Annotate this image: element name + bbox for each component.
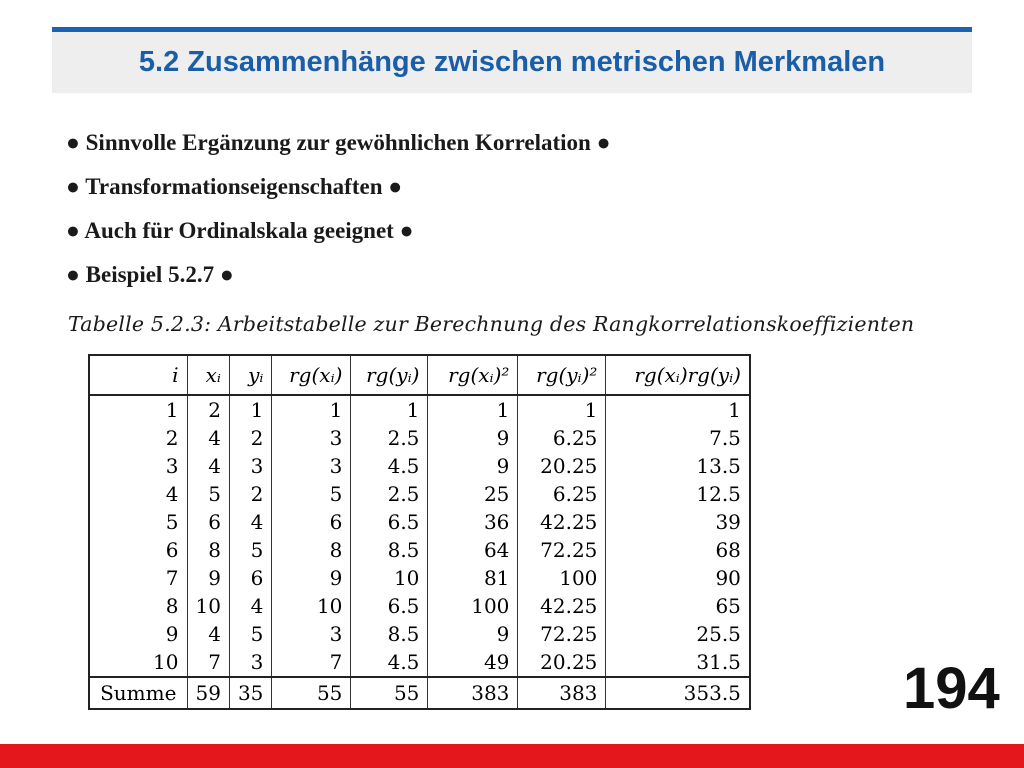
footer-bar xyxy=(0,744,1024,768)
table-cell: 68 xyxy=(606,536,750,564)
table-cell: 25 xyxy=(428,480,518,508)
table-cell: 5 xyxy=(229,620,271,648)
table-body xyxy=(89,395,750,677)
sum-cell: 55 xyxy=(351,677,428,709)
table-cell: 9 xyxy=(272,564,351,592)
table-cell: 7 xyxy=(272,648,351,677)
sum-cell: 55 xyxy=(272,677,351,709)
table-cell: 6 xyxy=(89,536,187,564)
table-cell: 72.25 xyxy=(518,620,606,648)
sum-cell: 35 xyxy=(229,677,271,709)
table-row xyxy=(89,480,750,508)
table-cell: 6 xyxy=(272,508,351,536)
table-cell: 42.25 xyxy=(518,508,606,536)
table-cell: 20.25 xyxy=(518,648,606,677)
table-cell: 10 xyxy=(351,564,428,592)
table-cell: 3 xyxy=(229,452,271,480)
table-cell: 65 xyxy=(606,592,750,620)
table-cell: 64 xyxy=(428,536,518,564)
table-cell: 2 xyxy=(229,424,271,452)
table-cell: 8 xyxy=(187,536,229,564)
table-cell: 9 xyxy=(428,424,518,452)
table-row xyxy=(89,536,750,564)
table-cell: 4 xyxy=(187,620,229,648)
table-cell: 1 xyxy=(518,395,606,424)
bullet-item: ● Beispiel 5.2.7 ● xyxy=(66,262,234,287)
column-header: xᵢ xyxy=(187,355,229,395)
column-header: rg(xᵢ)² xyxy=(428,355,518,395)
table-cell: 20.25 xyxy=(518,452,606,480)
table-cell: 4 xyxy=(229,508,271,536)
table-cell: 42.25 xyxy=(518,592,606,620)
table-cell: 31.5 xyxy=(606,648,750,677)
table-cell: 1 xyxy=(229,395,271,424)
table-row xyxy=(89,508,750,536)
table-cell: 2.5 xyxy=(351,424,428,452)
table-cell: 12.5 xyxy=(606,480,750,508)
column-header: rg(xᵢ) xyxy=(272,355,351,395)
column-header: yᵢ xyxy=(229,355,271,395)
sum-cell: 383 xyxy=(428,677,518,709)
table-cell: 5 xyxy=(187,480,229,508)
table-cell: 10 xyxy=(272,592,351,620)
table-cell: 49 xyxy=(428,648,518,677)
table-cell: 4 xyxy=(187,424,229,452)
table-cell: 6 xyxy=(187,508,229,536)
table-cell: 3 xyxy=(272,424,351,452)
table-cell: 100 xyxy=(518,564,606,592)
table-cell: 1 xyxy=(351,395,428,424)
sum-cell: 59 xyxy=(187,677,229,709)
table-cell: 10 xyxy=(89,648,187,677)
table-cell: 39 xyxy=(606,508,750,536)
table-cell: 1 xyxy=(428,395,518,424)
table-cell: 8.5 xyxy=(351,536,428,564)
table-cell: 36 xyxy=(428,508,518,536)
table-cell: 2 xyxy=(89,424,187,452)
column-header: rg(yᵢ) xyxy=(351,355,428,395)
table-cell: 9 xyxy=(428,620,518,648)
table-row xyxy=(89,564,750,592)
table-cell: 4.5 xyxy=(351,648,428,677)
table-cell: 1 xyxy=(272,395,351,424)
title-bar xyxy=(52,27,972,93)
slide-title: 5.2 Zusammenhänge zwischen metrischen Merkmalen xyxy=(138,46,886,78)
table-cell: 6.25 xyxy=(518,424,606,452)
sum-row xyxy=(89,677,750,709)
table-cell: 5 xyxy=(89,508,187,536)
table-cell: 6.25 xyxy=(518,480,606,508)
table-cell: 3 xyxy=(229,648,271,677)
table-cell: 1 xyxy=(89,395,187,424)
table-cell: 25.5 xyxy=(606,620,750,648)
table-cell: 8 xyxy=(89,592,187,620)
bullet-item: ● Auch für Ordinalskala geeignet ● xyxy=(66,218,414,243)
table-cell: 4 xyxy=(187,452,229,480)
table-row xyxy=(89,424,750,452)
table-cell: 7 xyxy=(187,648,229,677)
table-cell: 4.5 xyxy=(351,452,428,480)
table-cell: 6.5 xyxy=(351,508,428,536)
table-cell: 3 xyxy=(272,620,351,648)
table-cell: 2 xyxy=(229,480,271,508)
table-row xyxy=(89,620,750,648)
sum-label: Summe xyxy=(89,677,187,709)
table-cell: 81 xyxy=(428,564,518,592)
table-cell: 8.5 xyxy=(351,620,428,648)
table-cell: 6 xyxy=(229,564,271,592)
column-header: rg(yᵢ)² xyxy=(518,355,606,395)
table-cell: 3 xyxy=(272,452,351,480)
table-row xyxy=(89,452,750,480)
sum-cell: 353.5 xyxy=(606,677,750,709)
table-cell: 1 xyxy=(606,395,750,424)
table-cell: 2 xyxy=(187,395,229,424)
work-table xyxy=(88,354,751,710)
sum-cell: 383 xyxy=(518,677,606,709)
table-cell: 7 xyxy=(89,564,187,592)
table-cell: 8 xyxy=(272,536,351,564)
table-cell: 9 xyxy=(428,452,518,480)
table-cell: 10 xyxy=(187,592,229,620)
table-caption: Tabelle 5.2.3: Arbeitstabelle zur Berechnung des Rangkorrelationskoeffizienten xyxy=(68,312,915,336)
table-cell: 9 xyxy=(187,564,229,592)
column-header: i xyxy=(89,355,187,395)
table-cell: 72.25 xyxy=(518,536,606,564)
bullet-list xyxy=(66,127,610,303)
table-cell: 4 xyxy=(229,592,271,620)
bullet-item: ● Sinnvolle Ergänzung zur gewöhnlichen Korrelation ● xyxy=(66,130,611,155)
table-cell: 7.5 xyxy=(606,424,750,452)
column-header: rg(xᵢ)rg(yᵢ) xyxy=(606,355,750,395)
table-cell: 2.5 xyxy=(351,480,428,508)
table-cell: 4 xyxy=(89,480,187,508)
table-cell: 13.5 xyxy=(606,452,750,480)
table-cell: 90 xyxy=(606,564,750,592)
page-number: 194 xyxy=(903,656,1000,721)
table-cell: 9 xyxy=(89,620,187,648)
table-header-row xyxy=(89,355,750,395)
table-cell: 5 xyxy=(229,536,271,564)
table-cell: 100 xyxy=(428,592,518,620)
table-row xyxy=(89,648,750,677)
bullet-item: ● Transformationseigenschaften ● xyxy=(66,174,403,199)
table-row xyxy=(89,395,750,424)
table-cell: 3 xyxy=(89,452,187,480)
table-cell: 6.5 xyxy=(351,592,428,620)
table-cell: 5 xyxy=(272,480,351,508)
table-row xyxy=(89,592,750,620)
